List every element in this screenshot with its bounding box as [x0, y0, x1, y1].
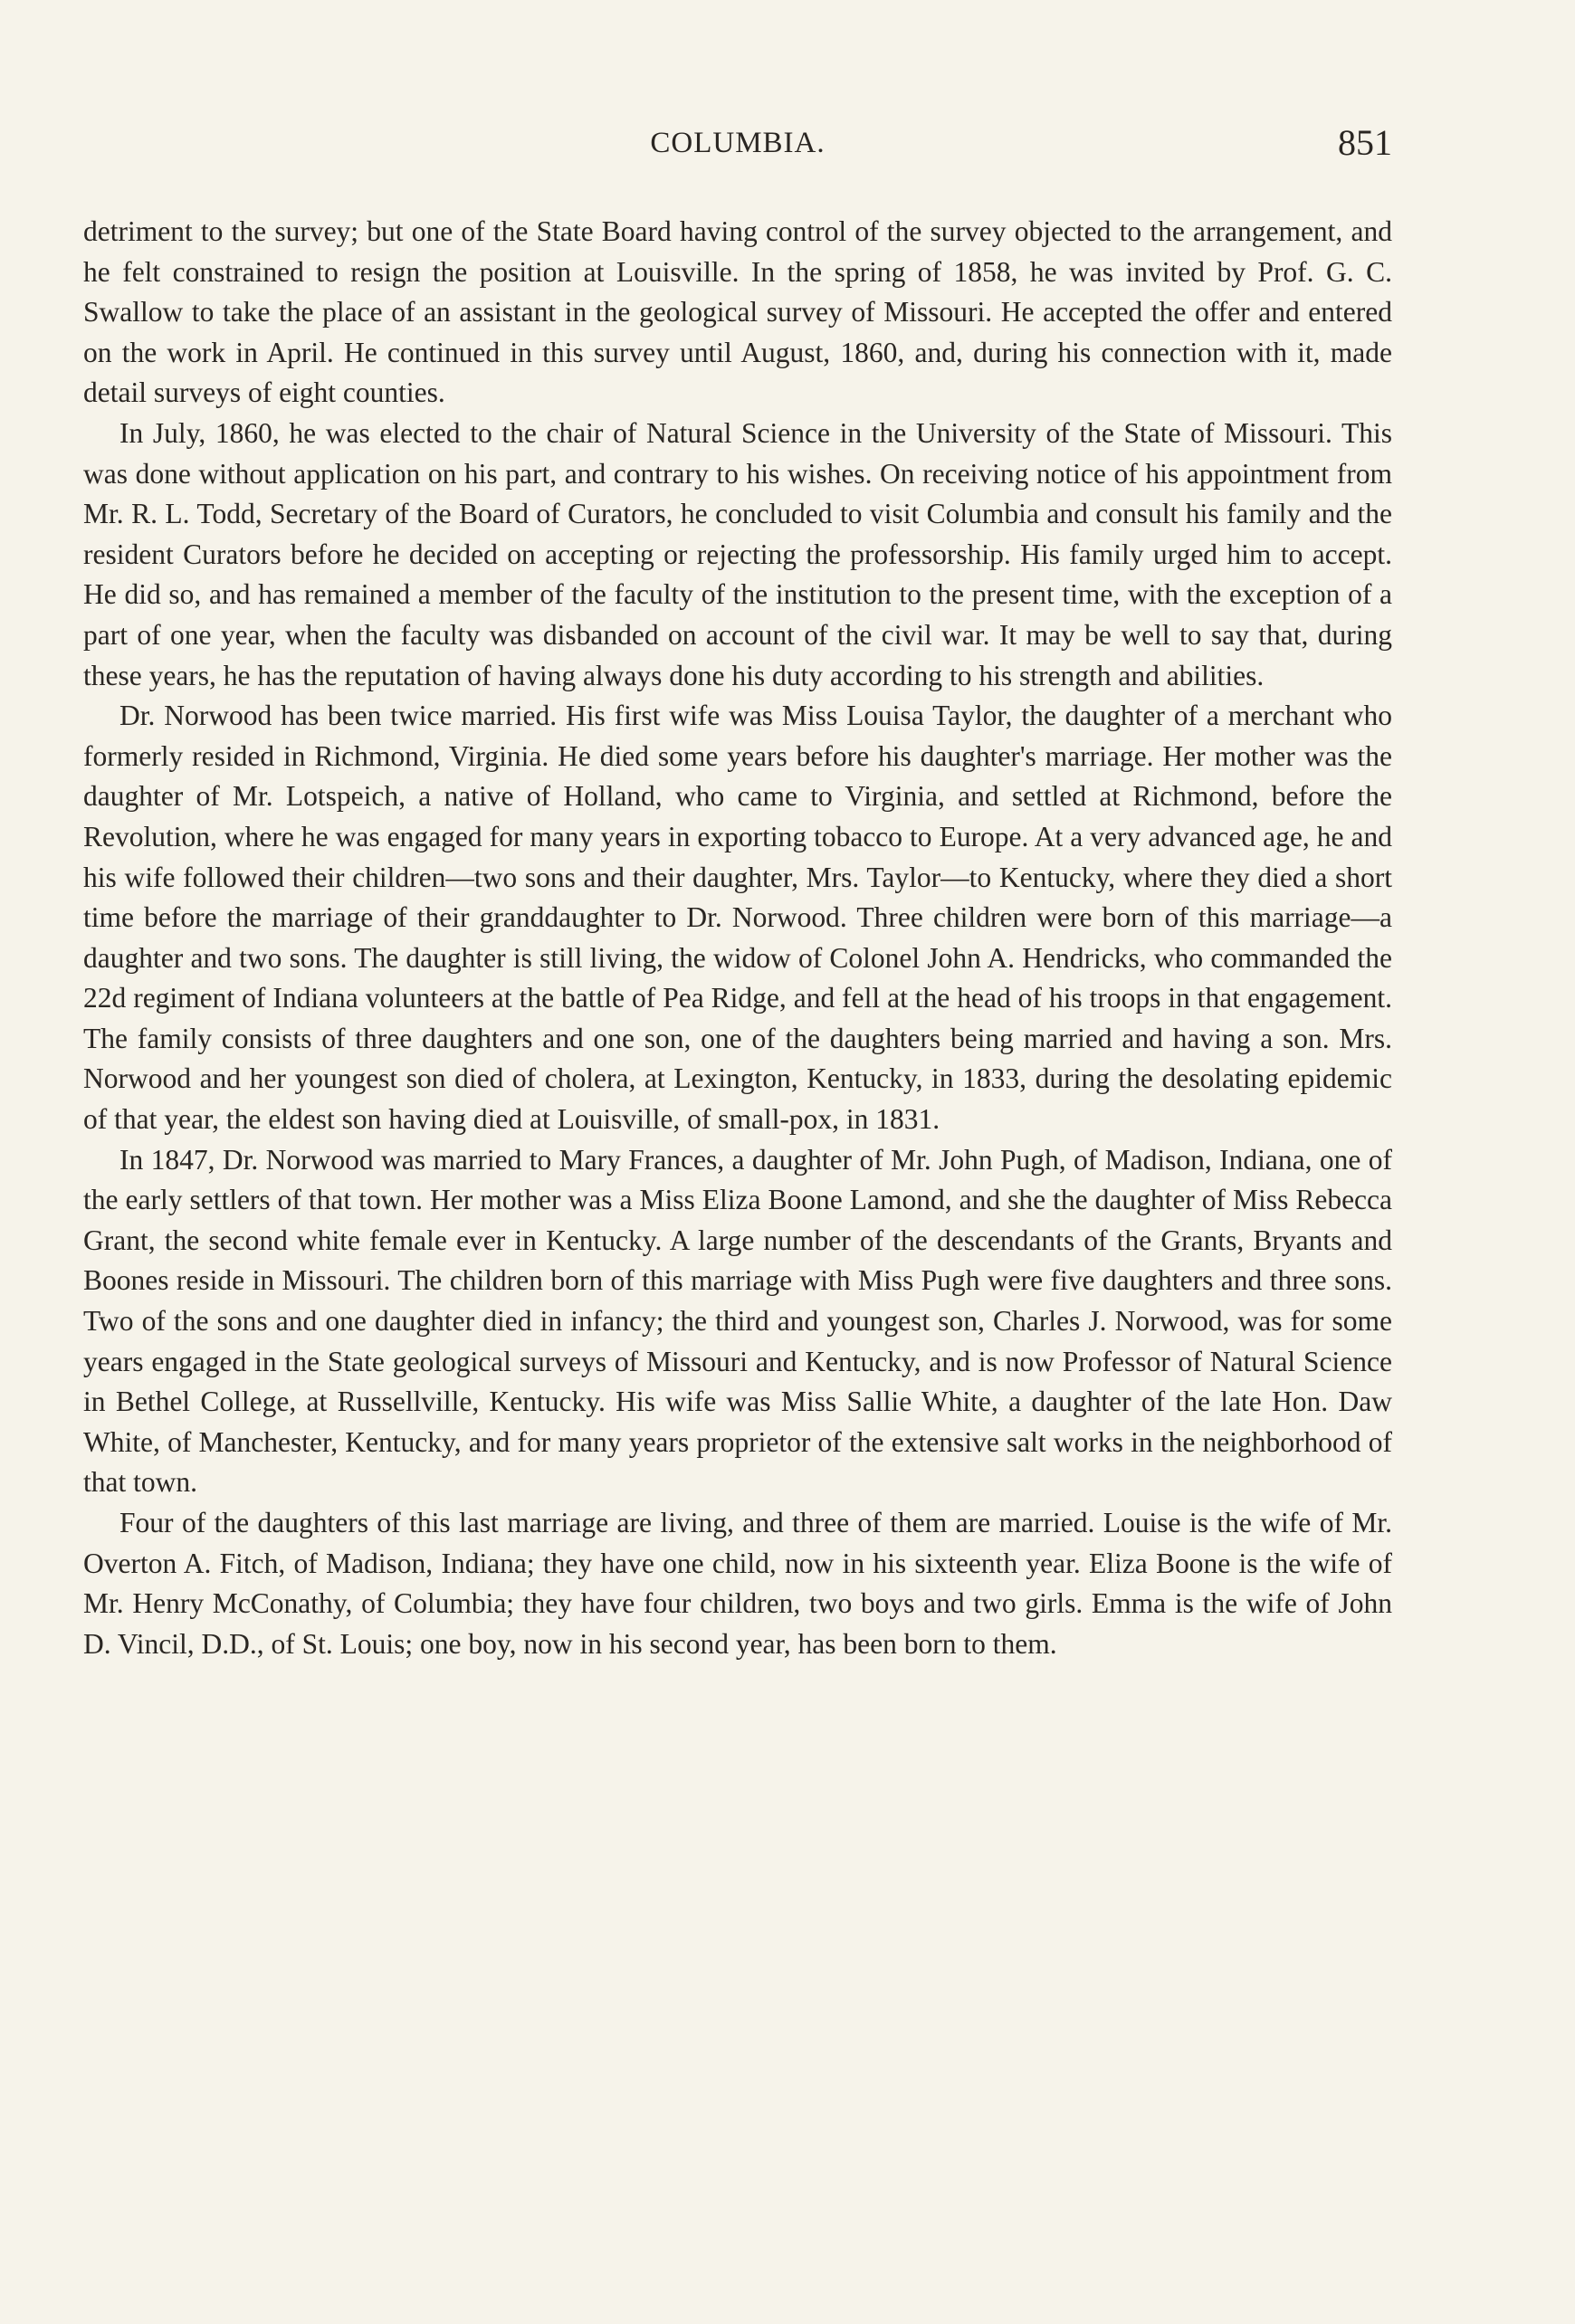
body-text [83, 212, 1392, 1664]
paragraph-4: In 1847, Dr. Norwood was married to Mary Frances, a daughter of Mr. John Pugh, of Madison, Indiana, one of the early settlers of that town. Her mother was a Miss Eliza Boone Lamond, and she the daughter of Miss Rebecca Grant, the second white female ever in Kentucky. A large number of the descendants of the Grants, Bryants and Boones reside in Missouri. The children born of this marriage with Miss Pugh were five daughters and three sons. Two of the sons and one daughter died in infancy; the third and youngest son, Charles J. Norwood, was for some years engaged in the State geological surveys of Missouri and Kentucky, and is now Professor of Natural Science in Bethel College, at Russellville, Kentucky. His wife was Miss Sallie White, a daughter of the late Hon. Daw White, of Manchester, Kentucky, and for many years proprietor of the extensive salt works in the neighborhood of that town. [83, 1143, 1392, 1499]
running-head [83, 122, 1392, 190]
paragraph-3: Dr. Norwood has been twice married. His first wife was Miss Louisa Taylor, the daughter of a merchant who formerly resided in Richmond, Virginia. He died some years before his daughter's marriage. Her mother was the daughter of Mr. Lotspeich, a native of Holland, who came to Virginia, and settled at Richmond, before the Revolution, where he was engaged for many years in exporting tobacco to Europe. At a very advanced age, he and his wife followed their children—two sons and their daughter, Mrs. Taylor—to Kentucky, where they died a short time before the marriage of their granddaughter to Dr. Norwood. Three children were born of this marriage—a daughter and two sons. The daughter is still living, the widow of Colonel John A. Hendricks, who commanded the 22d regiment of Indiana volunteers at the battle of Pea Ridge, and fell at the head of his troops in that engagement. The family consists of three daughters and one son, one of the daughters being married and having a son. Mrs. Norwood and her youngest son died of cholera, at Lexington, Kentucky, in 1833, during the desolating epidemic of that year, the eldest son having died at Louisville, of small-pox, in 1831. [83, 700, 1392, 1136]
page-number: 851 [1338, 122, 1392, 163]
paragraph-5: Four of the daughters of this last marriage are living, and three of them are married. Louise is the wife of Mr. Overton A. Fitch, of Madison, Indiana; they have one child, now in his sixteenth year. Eliza Boone is the wife of Mr. Henry McConathy, of Columbia; they have four children, two boys and two girls. Emma is the wife of John D. Vincil, D.D., of St. Louis; one boy, now in his second year, has been born to them. [83, 1507, 1392, 1660]
paragraph-1: detriment to the survey; but one of the State Board having control of the survey objected to the arrangement, and he felt constrained to resign the position at Louisville. In the spring of 1858, he was invited by Prof. G. C. Swallow to take the place of an assistant in the geological survey of Missouri. He accepted the offer and entered on the work in April. He continued in this survey until August, 1860, and, during his connection with it, made detail surveys of eight counties. [83, 215, 1392, 409]
book-page [83, 122, 1392, 1664]
running-title: COLUMBIA. [650, 127, 826, 159]
paragraph-2: In July, 1860, he was elected to the chair of Natural Science in the University of the State of Missouri. This was done without application on his part, and contrary to his wishes. On receiving notice of his appointment from Mr. R. L. Todd, Secretary of the Board of Curators, he concluded to visit Columbia and consult his family and the resident Curators before he decided on accepting or rejecting the professorship. His family urged him to accept. He did so, and has remained a member of the faculty of the institution to the present time, with the exception of a part of one year, when the faculty was disbanded on account of the civil war. It may be well to say that, during these years, he has the reputation of having always done his duty according to his strength and abilities. [83, 416, 1392, 691]
